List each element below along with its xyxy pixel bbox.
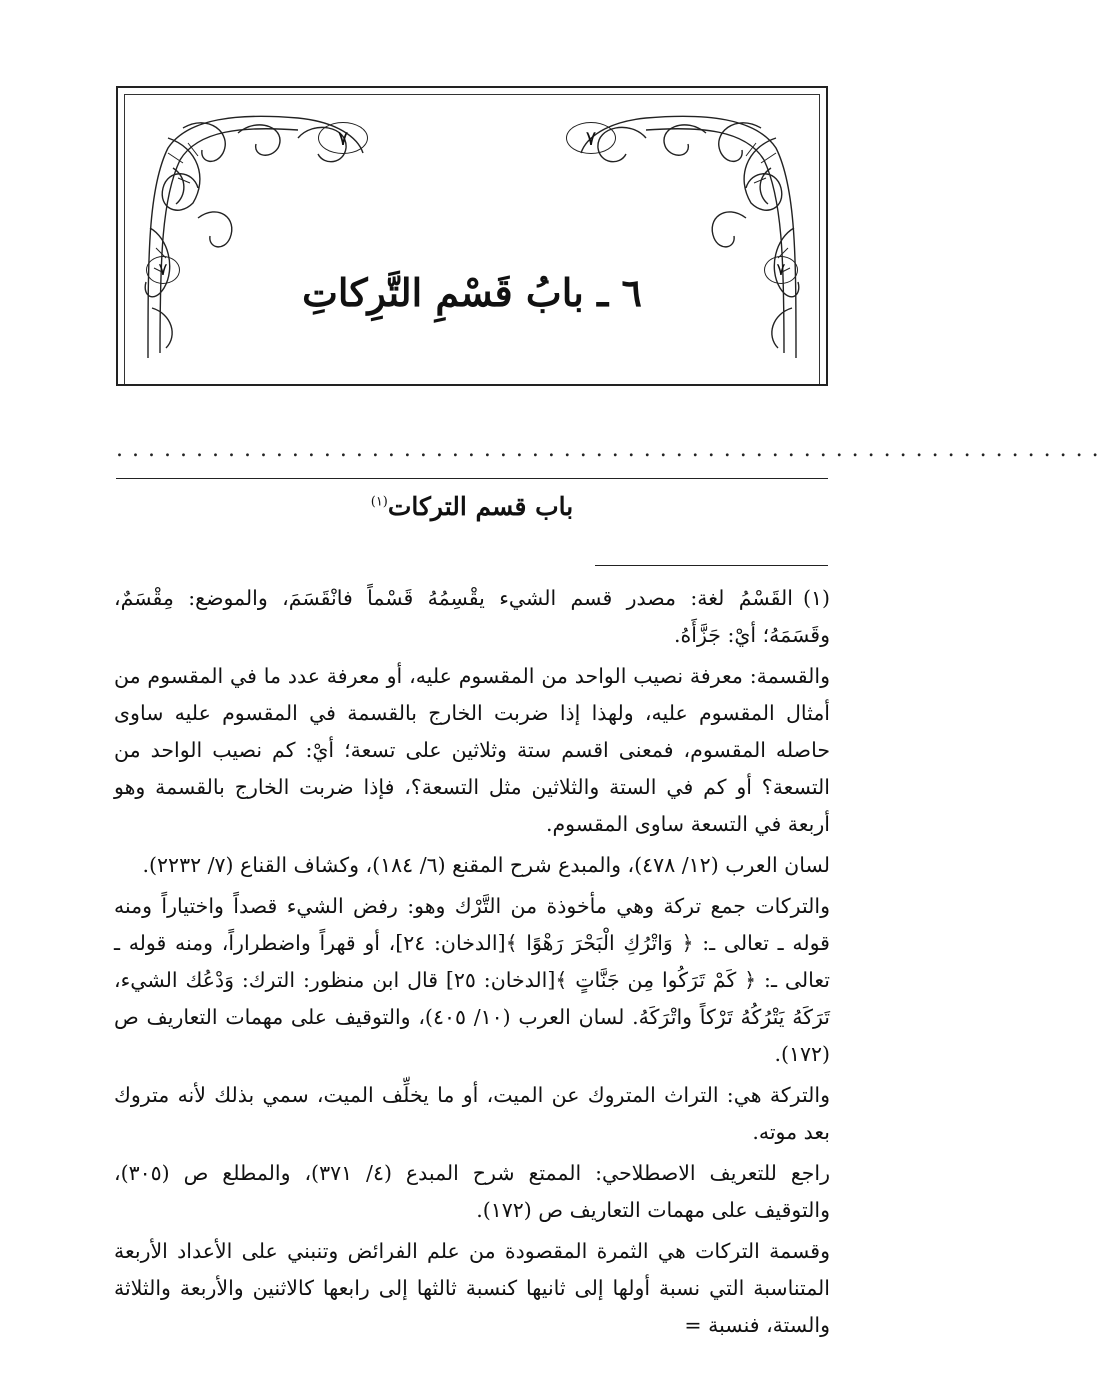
right-medallion-icon [566, 122, 616, 154]
right-medallion-number: ٧ [585, 126, 597, 150]
footnote-paragraph: راجع للتعريف الاصطلاحي: الممتع شرح المبدع (٤/ ٣٧١)، والمطلع ص (٣٠٥)، والتوقيف على مهمات التعاريف ص (١٧٢). [114, 1161, 830, 1222]
footnote-paragraph: لسان العرب (١٢/ ٤٧٨)، والمبدع شرح المقنع (٦/ ١٨٤)، وكشاف القناع (٧/ ٢٢٣٢). [142, 853, 830, 877]
top-divider [116, 478, 828, 479]
footnote-paragraph: والتركة هي: التراث المتروك عن الميت، أو ما يخلِّف الميت، سمي بذلك لأنه متروك بعد موته. [114, 1083, 830, 1144]
footnote-ref-marker[interactable]: (١) [370, 494, 388, 510]
dot-leader: .............................................................. [116, 437, 1108, 462]
left-medallion-icon [318, 122, 368, 154]
left-side-medallion-number: ٧ [158, 260, 168, 280]
footnote-paragraph [114, 580, 830, 654]
footnote-paragraph: والقسمة: معرفة نصيب الواحد من المقسوم عليه، أو معرفة عدد ما في المقسوم من أمثال المقسوم عليه، ولهذا إذا ضربت الخارج بالقسمة في المقسوم عليه ساوى حاصله المقسوم، فمعنى اقسم ستة وثلاثين على تسعة؛ أيْ: كم نصيب الواحد من التسعة؟ أو كم في الستة والثلاثين مثل التسعة؟، فإذا ضربت الخارج بالقسمة وهو أربعة في التسعة ساوى المقسوم. [114, 664, 830, 836]
section-title-text: باب قسم التركات [387, 492, 574, 521]
footnote-number: (١) [802, 586, 830, 610]
left-medallion-number: ٧ [337, 126, 349, 150]
footnote-separator [595, 565, 828, 566]
right-side-medallion-number: ٧ [776, 260, 786, 280]
footnote-paragraph: والتركات جمع تركة وهي مأخوذة من التَّرْك وهو: رفض الشيء قصداً واختياراً ومنه قوله ـ تعالى ـ: ﴿ وَاتْرُكِ الْبَحْرَ رَهْوًا ﴾[الدخان: ٢٤]، أو قهراً واضطراراً، ومنه قوله ـ تعالى ـ: ﴿ كَمْ تَرَكُوا مِن جَنَّاتٍ ﴾[الدخان: ٢٥] قال ابن منظور: الترك: وَدْعُك الشيء، تَرَكَهُ يَتْرُكُهُ تَرْكاً واتْرَكَهُ. لسان العرب (١٠/ ٤٠٥)، والتوقيف على مهمات التعاريف ص (١٧٢). [114, 894, 831, 1066]
ornamental-frame [116, 86, 828, 386]
section-title [116, 492, 828, 521]
footnote-text: القَسْمُ لغة: مصدر قسم الشيء يقْسِمُهُ قَسْماً فانْقَسَمَ، والموضع: مِقْسَمٌ، وقَسَمَهُ؛ أيْ: جَزَّأَهُ. [114, 586, 830, 647]
chapter-title: ٦ ـ بابُ قَسْمِ التَّرِكاتِ [302, 270, 642, 315]
footnotes [114, 580, 830, 1348]
footnote-paragraph: وقسمة التركات هي الثمرة المقصودة من علم الفرائض وتنبني على الأعداد الأربعة المتناسبة التي نسبة أولها إلى ثانيها كنسبة ثالثها إلى رابعها كالاثنين والأربعة والثلاثة والستة، فنسبة = [114, 1239, 830, 1337]
